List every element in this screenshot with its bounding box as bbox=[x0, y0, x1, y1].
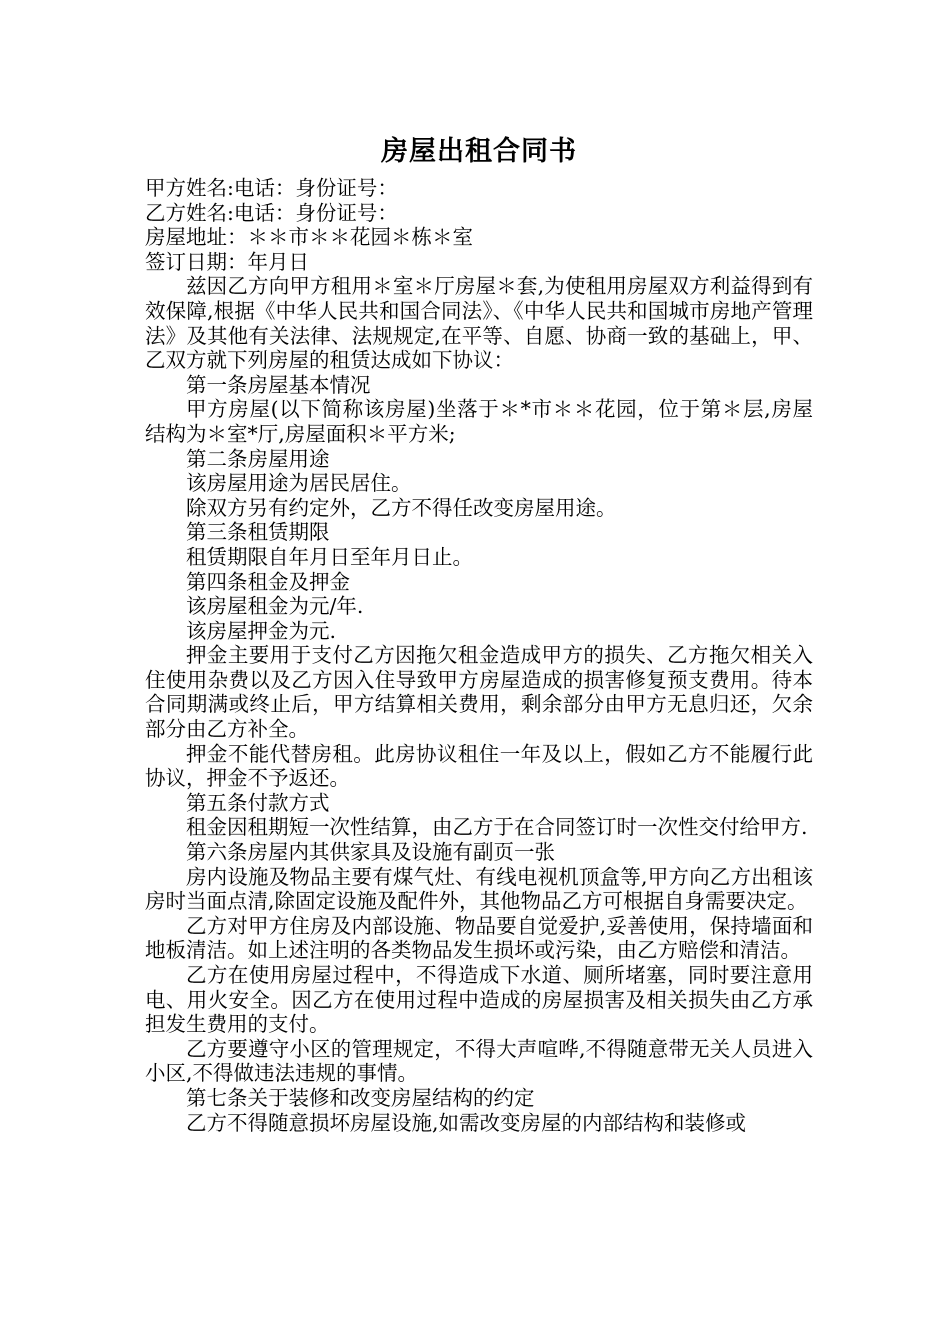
article-4-deposit-paragraph: 该房屋押金为元. bbox=[186, 618, 337, 643]
article-7-paragraph: 乙方不得随意损坏房屋设施,如需改变房屋的内部结构和装修或 bbox=[186, 1110, 747, 1135]
article-2-paragraph-2: 除双方另有约定外，乙方不得任改变房屋用途。 bbox=[186, 495, 617, 520]
article-1-paragraph: 甲方房屋(以下简称该房屋)坐落于＊*市＊＊花园，位于第＊层,房屋结构为＊室*厅,房屋面积＊平方米; bbox=[145, 397, 813, 446]
article-3-paragraph: 租赁期限自年月日至年月日止。 bbox=[186, 544, 473, 569]
article-6-paragraph-1: 房内设施及物品主要有煤气灶、有线电视机顶盒等,甲方向乙方出租该房时当面点清,除固定设施及配件外，其他物品乙方可根据自身需要决定。 bbox=[145, 864, 813, 914]
article-6-heading: 第六条房屋内其供家具及设施有副页一张 bbox=[186, 840, 555, 865]
party-a-line: 甲方姓名:电话：身份证号： bbox=[145, 176, 398, 200]
article-6-paragraph-3: 乙方在使用房屋过程中，不得造成下水道、厕所堵塞，同时要注意用电、用火安全。因乙方在使用过程中造成的房屋损害及相关损失由乙方承担发生费用的支付。 bbox=[145, 963, 813, 1037]
article-2-paragraph-1: 该房屋用途为居民居住。 bbox=[186, 471, 412, 496]
article-6-paragraph-4: 乙方要遵守小区的管理规定，不得大声喧哗,不得随意带无关人员进入小区,不得做违法违规的事情。 bbox=[145, 1036, 813, 1086]
article-4-deposit-use-paragraph: 押金主要用于支付乙方因拖欠租金造成甲方的损失、乙方拖欠相关入住使用杂费以及乙方因入住导致甲方房屋造成的损害修复预支费用。待本合同期满或终止后，甲方结算相关费用，剩余部分由甲方无息归还，欠余部分由乙方补全。 bbox=[145, 643, 813, 742]
document-page bbox=[145, 132, 813, 1135]
article-2-heading: 第二条房屋用途 bbox=[186, 446, 330, 471]
party-b-line: 乙方姓名:电话：身份证号： bbox=[145, 200, 398, 225]
document-title: 房屋出租合同书 bbox=[381, 136, 577, 167]
property-address-line: 房屋地址：＊＊市＊＊花园＊栋＊室 bbox=[145, 225, 473, 250]
article-4-rent-paragraph: 该房屋租金为元/年. bbox=[186, 594, 364, 619]
article-6-paragraph-2: 乙方对甲方住房及内部设施、物品要自觉爱护,妥善使用，保持墙面和地板清洁。如上述注明的各类物品发生损坏或污染，由乙方赔偿和清洁。 bbox=[145, 913, 813, 963]
article-4-heading: 第四条租金及押金 bbox=[186, 569, 350, 594]
signing-date-line: 签订日期：年月日 bbox=[145, 249, 309, 274]
article-5-paragraph: 租金因租期短一次性结算，由乙方于在合同签订时一次性交付给甲方. bbox=[186, 815, 808, 840]
article-1-heading: 第一条房屋基本情况 bbox=[186, 372, 371, 397]
article-4-deposit-rule-paragraph: 押金不能代替房租。此房协议租住一年及以上，假如乙方不能履行此协议，押金不予返还。 bbox=[145, 741, 813, 791]
article-5-heading: 第五条付款方式 bbox=[186, 790, 330, 815]
article-7-heading: 第七条关于装修和改变房屋结构的约定 bbox=[186, 1085, 535, 1110]
article-3-heading: 第三条租赁期限 bbox=[186, 520, 330, 545]
preamble-paragraph: 兹因乙方向甲方租用＊室＊厅房屋＊套,为使租用房屋双方利益得到有效保障,根据《中华人民共和国合同法》、《中华人民共和国城市房地产管理法》及其他有关法律、法规规定,在平等、自愿、协商一致的基础上，甲、乙双方就下列房屋的租赁达成如下协议： bbox=[145, 274, 813, 373]
